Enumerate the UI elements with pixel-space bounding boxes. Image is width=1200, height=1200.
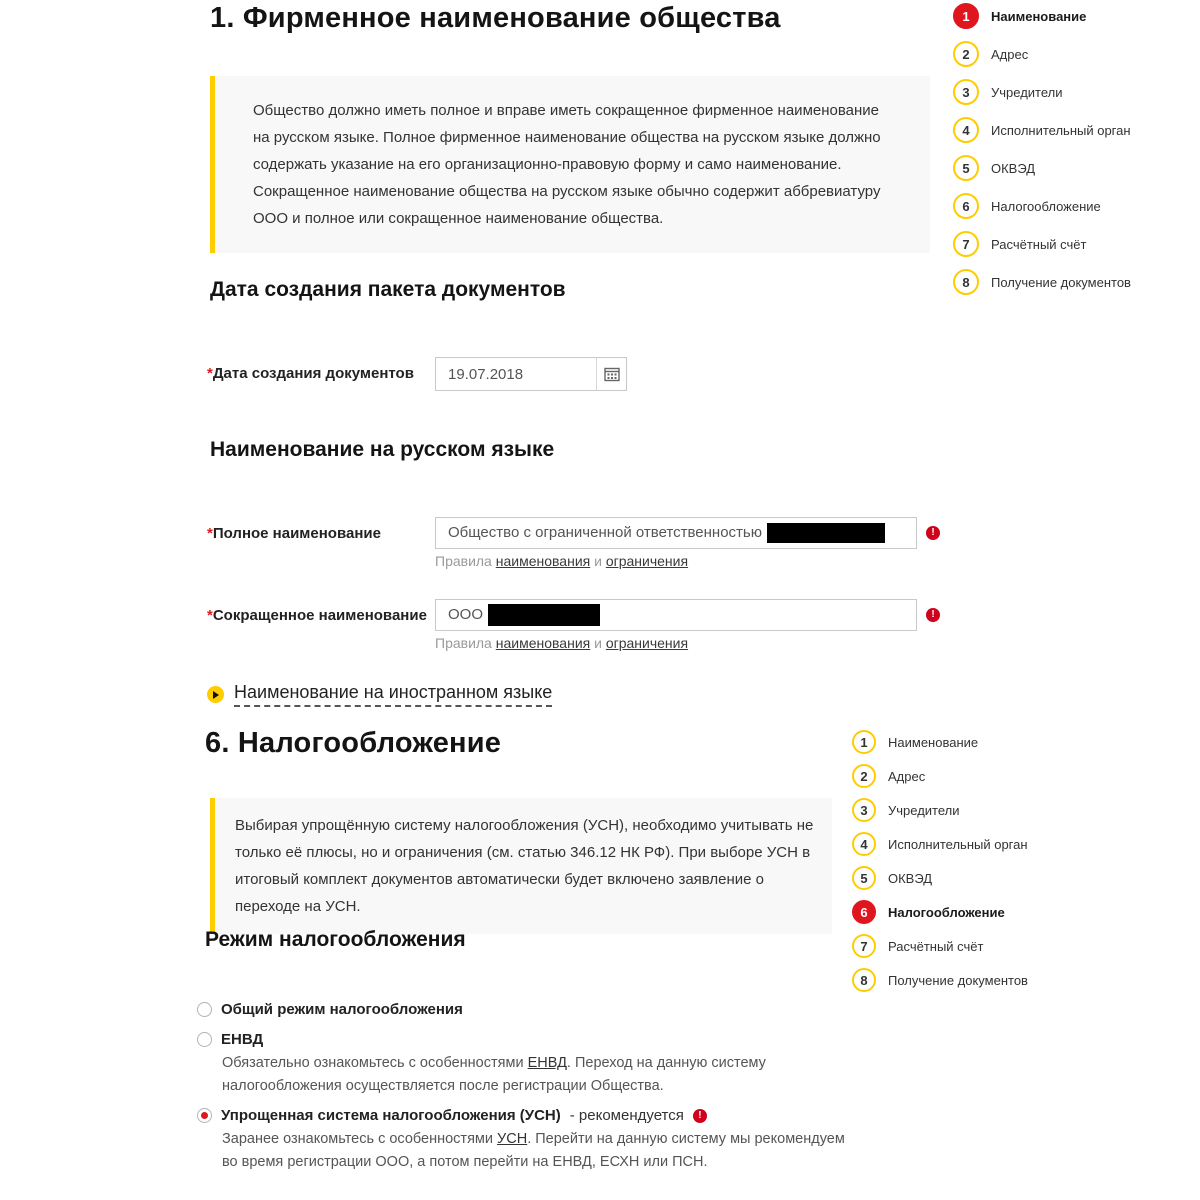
error-icon: ! bbox=[693, 1109, 707, 1123]
naming-limits-link[interactable]: ограничения bbox=[605, 635, 689, 651]
step-number-badge: 7 bbox=[953, 231, 979, 257]
step-documents[interactable]: 8 Получение документов bbox=[852, 968, 1028, 992]
step-number-badge: 3 bbox=[953, 79, 979, 105]
step-number-badge: 8 bbox=[953, 269, 979, 295]
step-number-badge: 2 bbox=[953, 41, 979, 67]
required-asterisk: * bbox=[207, 525, 213, 542]
step-tax[interactable]: 6 Налогообложение bbox=[953, 193, 1131, 219]
step-number-badge: 7 bbox=[852, 934, 876, 958]
russian-name-heading: Наименование на русском языке bbox=[210, 438, 555, 461]
section-title-naming: 1. Фирменное наименование общества bbox=[210, 2, 781, 34]
naming-rules-link[interactable]: наименования bbox=[495, 553, 591, 569]
step-number-badge: 3 bbox=[852, 798, 876, 822]
info-box-tax bbox=[210, 798, 832, 934]
envd-details-link[interactable]: ЕНВД bbox=[527, 1055, 567, 1071]
step-okved[interactable]: 5 ОКВЭД bbox=[852, 866, 1028, 890]
step-number-badge: 5 bbox=[953, 155, 979, 181]
date-field-label: *Дата создания документов bbox=[207, 365, 414, 382]
required-asterisk: * bbox=[207, 607, 213, 624]
radio-option-usn[interactable]: Упрощенная система налогообложения (УСН) - рекомендуется ! bbox=[197, 1107, 707, 1124]
short-name-input-value: ООО bbox=[436, 604, 600, 626]
step-number-badge: 1 bbox=[953, 3, 979, 29]
short-name-label: *Сокращенное наименование bbox=[207, 607, 427, 624]
naming-rules-link[interactable]: наименования bbox=[495, 635, 591, 651]
step-okved[interactable]: 5 ОКВЭД bbox=[953, 155, 1131, 181]
radio-option-general-regime[interactable]: Общий режим налогообложения bbox=[197, 1001, 463, 1018]
step-number-badge: 6 bbox=[953, 193, 979, 219]
steps-sidebar-naming bbox=[953, 3, 1131, 295]
step-account[interactable]: 7 Расчётный счёт bbox=[852, 934, 1028, 958]
step-founders[interactable]: 3 Учредители bbox=[953, 79, 1131, 105]
step-account[interactable]: 7 Расчётный счёт bbox=[953, 231, 1131, 257]
naming-rules-line: Правила наименования и ограничения bbox=[435, 635, 689, 651]
step-number-badge: 4 bbox=[953, 117, 979, 143]
full-name-input[interactable] bbox=[435, 517, 917, 549]
step-naming[interactable]: 1 Наименование bbox=[852, 730, 1028, 754]
info-text-tax: Выбирая упрощённую систему налогообложения (УСН), необходимо учитывать не только её плюсы, но и ограничения (см. статью 346.12 НК РФ). При выборе УСН в итоговый комплект документов автоматически будет включено заявление о переходе на УСН. bbox=[235, 817, 814, 915]
usn-description: Заранее ознакомьтесь с особенностями УСН. Перейти на данную систему мы рекомендуем во время регистрации ООО, а потом перейти на ЕНВД, ЕСХН или ПСН. bbox=[222, 1131, 845, 1170]
envd-description: Обязательно ознакомьтесь с особенностями ЕНВД. Переход на данную систему налогообложения осуществляется после регистрации Общества. bbox=[222, 1055, 766, 1094]
full-name-label: *Полное наименование bbox=[207, 525, 381, 542]
foreign-name-toggle[interactable]: Наименование на иностранном языке bbox=[207, 682, 552, 707]
info-box-naming bbox=[210, 76, 930, 253]
step-number-badge: 6 bbox=[852, 900, 876, 924]
redacted-value bbox=[767, 523, 885, 543]
info-text-naming: Общество должно иметь полное и вправе иметь сокращенное фирменное наименование на русском языке. Полное фирменное наименование общества на русском языке должно содержать указание на его организационно-правовую форму и само наименование. Сокращенное наименование общества на русском языке обычно содержит аббревиатуру ООО и полное или сокращенное наименование общества. bbox=[253, 102, 881, 227]
steps-sidebar-tax bbox=[852, 730, 1028, 992]
step-address[interactable]: 2 Адрес bbox=[852, 764, 1028, 788]
required-asterisk: * bbox=[207, 365, 213, 382]
step-number-badge: 5 bbox=[852, 866, 876, 890]
radio-button[interactable] bbox=[197, 1002, 212, 1017]
redacted-value bbox=[488, 604, 600, 626]
radio-button-selected[interactable] bbox=[197, 1108, 212, 1123]
date-section-heading: Дата создания пакета документов bbox=[210, 278, 566, 301]
section-title-tax: 6. Налогообложение bbox=[205, 727, 502, 759]
step-number-badge: 2 bbox=[852, 764, 876, 788]
short-name-input[interactable] bbox=[435, 599, 917, 631]
radio-option-envd[interactable]: ЕНВД bbox=[197, 1031, 263, 1048]
radio-button[interactable] bbox=[197, 1032, 212, 1047]
error-icon: ! bbox=[926, 608, 940, 622]
step-number-badge: 1 bbox=[852, 730, 876, 754]
step-number-badge: 8 bbox=[852, 968, 876, 992]
step-executive[interactable]: 4 Исполнительный орган bbox=[953, 117, 1131, 143]
date-input-value: 19.07.2018 bbox=[448, 365, 524, 383]
tax-regime-heading: Режим налогообложения bbox=[205, 928, 466, 951]
date-input[interactable] bbox=[435, 357, 627, 391]
step-documents[interactable]: 8 Получение документов bbox=[953, 269, 1131, 295]
usn-details-link[interactable]: УСН bbox=[497, 1131, 528, 1147]
step-tax[interactable]: 6 Налогообложение bbox=[852, 900, 1028, 924]
step-address[interactable]: 2 Адрес bbox=[953, 41, 1131, 67]
full-name-input-value: Общество с ограниченной ответственностью bbox=[436, 523, 885, 543]
step-executive[interactable]: 4 Исполнительный орган bbox=[852, 832, 1028, 856]
step-number-badge: 4 bbox=[852, 832, 876, 856]
calendar-icon[interactable] bbox=[596, 358, 626, 390]
naming-rules-line: Правила наименования и ограничения bbox=[435, 553, 689, 569]
step-naming[interactable]: 1 Наименование bbox=[953, 3, 1131, 29]
step-founders[interactable]: 3 Учредители bbox=[852, 798, 1028, 822]
naming-limits-link[interactable]: ограничения bbox=[605, 553, 689, 569]
play-icon bbox=[207, 686, 224, 703]
error-icon: ! bbox=[926, 526, 940, 540]
